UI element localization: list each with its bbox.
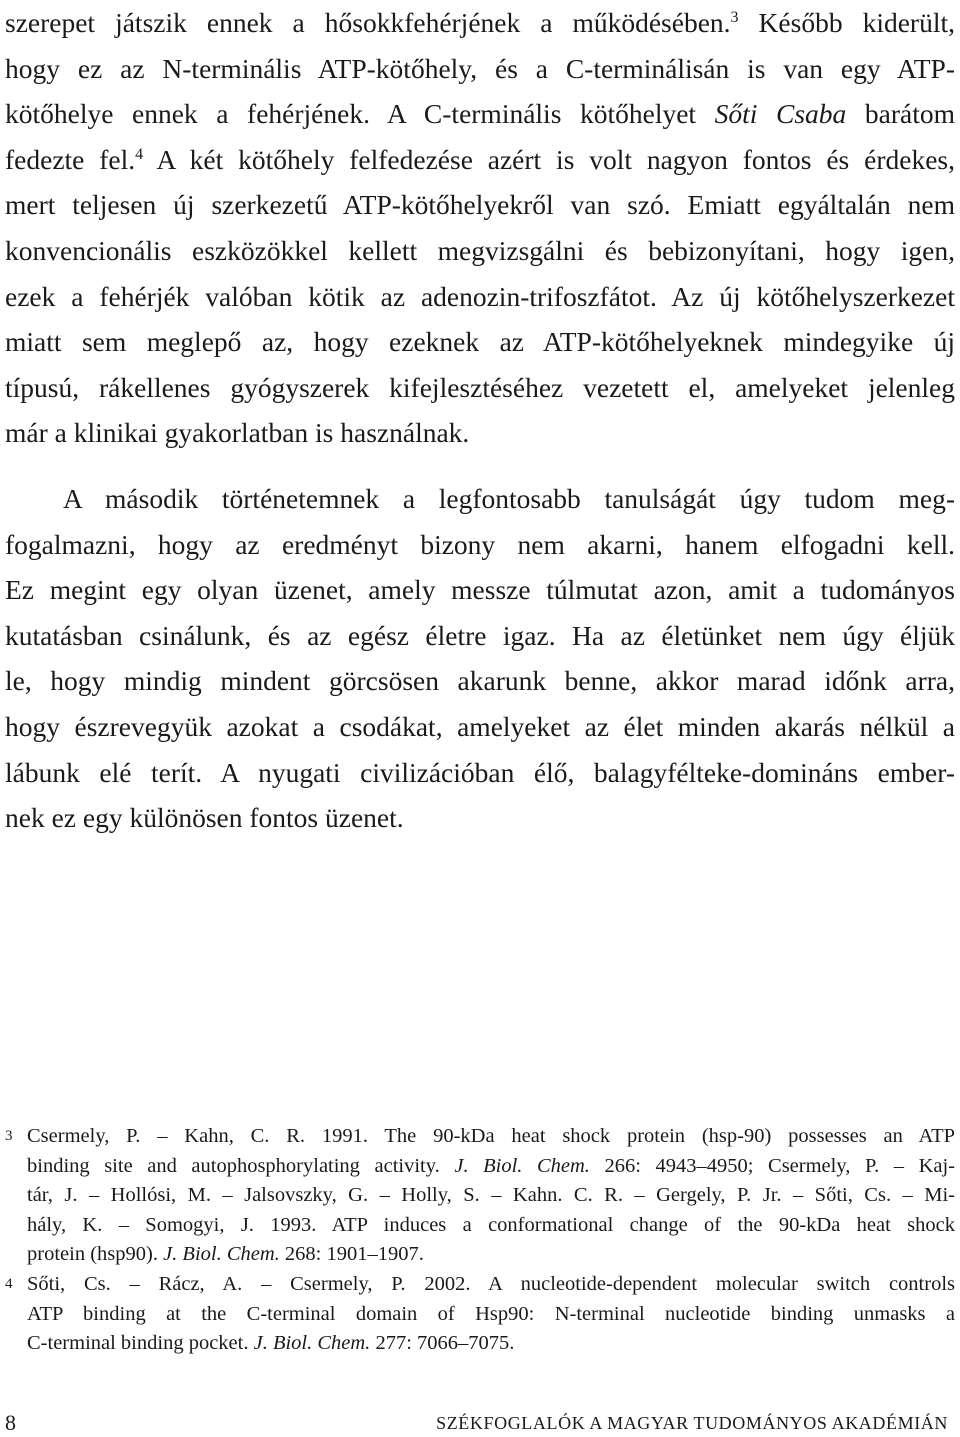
text-line: le, hogy mindig mindent görcsösen akarunk benne, akkor marad időnk arra, xyxy=(5,665,955,697)
footnote-line: Csermely, P. – Kahn, C. R. 1991. The 90-kDa heat shock protein (hsp-90) possesses an ATP xyxy=(27,1125,955,1147)
running-footer-title: SZÉKFOGLALÓK A MAGYAR TUDOMÁNYOS AKADÉMIÁN xyxy=(436,1413,948,1433)
text-line: típusú, rákellenes gyógyszerek kifejlesztéséhez vezetett el, amelyeket jelenleg xyxy=(5,371,955,403)
body-paragraph-1 xyxy=(5,0,955,456)
text-line: Ez megint egy olyan üzenet, amely messze túlmutat azon, amit a tudományos xyxy=(5,574,955,606)
body-paragraph-2 xyxy=(5,476,955,841)
footnote-line: binding site and autophosphorylating activity. J. Biol. Chem. 266: 4943–4950; Csermely, P. – Kaj- xyxy=(27,1154,955,1177)
footnote-line: protein (hsp90). J. Biol. Chem. 268: 1901–1907. xyxy=(27,1243,424,1266)
text-line: kutatásban csinálunk, és az egész életre igaz. Ha az életünket nem úgy éljük xyxy=(5,619,955,651)
text-line: nek ez egy különösen fontos üzenet. xyxy=(5,802,404,834)
footnote-line: Sőti, Cs. – Rácz, A. – Csermely, P. 2002. A nucleotide-dependent molecular switch controls xyxy=(27,1272,955,1295)
person-name: Sőti Csaba xyxy=(714,98,847,130)
footnote-line: hály, K. – Somogyi, J. 1993. ATP induces a conformational change of the 90-kDa heat shock xyxy=(27,1213,955,1236)
footnote-ref-4[interactable]: 4 xyxy=(135,145,144,163)
text-line: fedezte fel.$^4$ A két kötőhely felfedezése azért is volt nagyon fontos és érdekes, xyxy=(5,143,955,175)
text-line: ezek a fehérjék valóban kötik az adenozin-trifoszfátot. Az új kötőhelyszerkezet xyxy=(5,280,955,312)
text-line: konvencionális eszközökkel kellett megvizsgálni és bebizonyítani, hogy igen, xyxy=(5,234,955,266)
page-number: 8 xyxy=(5,1410,16,1435)
footnote-line: ATP binding at the C-terminal domain of Hsp90: N-terminal nucleotide binding unmasks a xyxy=(27,1302,955,1325)
text-line: már a klinikai gyakorlatban is használnak. xyxy=(5,417,470,449)
journal-name: J. Biol. Chem. xyxy=(454,1154,590,1177)
footnote-number: 4 xyxy=(5,1275,13,1292)
footnote-line: tár, J. – Hollósi, M. – Jalsovszky, G. – Holly, S. – Kahn. C. R. – Gergely, P. Jr. – Sőti, Cs. – Mi- xyxy=(27,1184,955,1207)
journal-name: J. Biol. Chem. xyxy=(253,1332,371,1355)
footnote-line: C-terminal binding pocket. J. Biol. Chem. 277: 7066–7075. xyxy=(27,1332,515,1355)
text-line: fogalmazni, hogy az eredményt bizony nem akarni, hanem elfogadni kell. xyxy=(5,528,955,560)
journal-name: J. Biol. Chem. xyxy=(163,1243,280,1266)
text-line: lábunk elé terít. A nyugati civilizációban élő, balagyfélteke-domináns ember- xyxy=(5,756,955,788)
footnote-4 xyxy=(5,1270,955,1359)
text-line: hogy észrevegyük azokat a csodákat, amelyeket az élet minden akarás nélkül a xyxy=(5,710,955,742)
text-line: kötőhelye ennek a fehérjének. A C-terminális kötőhelyet Sőti Csaba barátom xyxy=(5,98,955,130)
footnote-number: 3 xyxy=(5,1128,13,1144)
footnote-ref-3[interactable]: 3 xyxy=(730,9,739,26)
text-line: mert teljesen új szerkezetű ATP-kötőhelyekről van szó. Emiatt egyáltalán nem xyxy=(5,189,955,221)
text-line: miatt sem meglepő az, hogy ezeknek az ATP-kötőhelyeknek mindegyike új xyxy=(5,326,955,358)
footnote-3 xyxy=(5,1122,955,1270)
footnotes xyxy=(5,1122,955,1359)
text-line: szerepet játszik ennek a hősokkfehérjének a működésében.$^3$ Később kiderült, xyxy=(5,7,955,38)
text-line: A második történetemnek a legfontosabb tanulságát úgy tudom meg- xyxy=(63,483,955,514)
text-line: hogy ez az N-terminális ATP-kötőhely, és a C-terminálisán is van egy ATP- xyxy=(5,52,955,84)
